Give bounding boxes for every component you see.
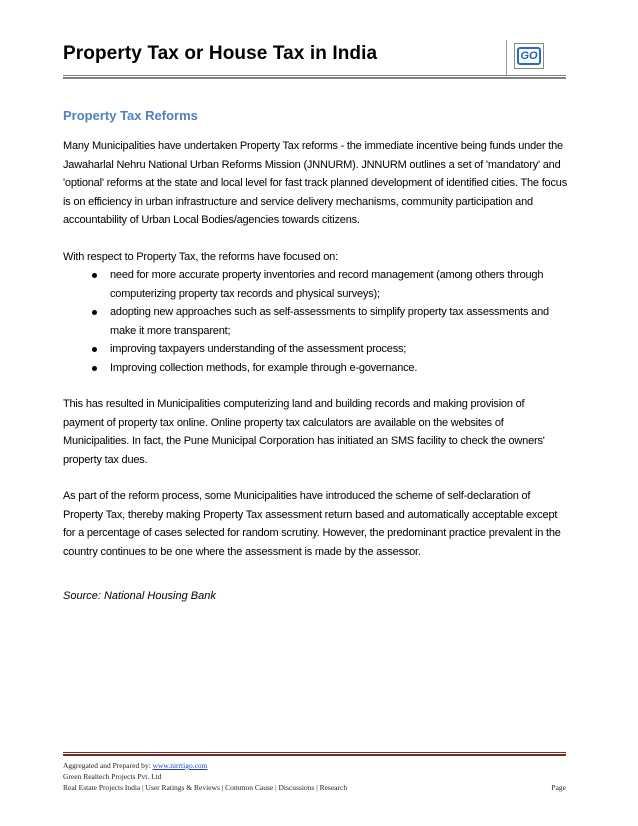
list-item-text: improving taxpayers understanding of the assessment process; [110,343,407,355]
page-footer [63,760,566,793]
footer-website-link[interactable]: www.nirrtigo.com [152,761,208,770]
logo [514,43,544,69]
list-item-text: adopting new approaches such as self-assessments to simplify property tax assessments and make it more transparent; [110,306,549,337]
header-rule-thick [63,77,566,79]
footer-rule-thick [63,754,566,756]
list-item [63,359,567,378]
bullet-icon [92,366,97,371]
list-item-text: Improving collection methods, for example through e-governance. [110,361,418,374]
page-number-label: Page [551,783,566,792]
source-citation: Source: National Housing Bank [63,590,216,602]
bullet-icon [92,310,97,315]
document-title: Property Tax or House Tax in India [63,43,378,64]
footer-prepared-label: Aggregated and Prepared by: [63,761,153,770]
main-content [63,108,567,605]
footer-prepared-line [63,760,566,771]
header-rule [63,75,566,76]
list-item [63,340,567,359]
list-item-text: need for more accurate property inventories and record management (among others through computerizing property tax records and physical surveys); [110,269,544,300]
paragraph-online-payment: This has resulted in Municipalities computerizing land and building records and making provision of payment of property tax online. Online property tax calculators are available on the websites of Municipalities. In fact, the Pune Municipal Corporation has initiated an SMS facility to check the owners' property tax dues. [63,398,545,466]
footer-company: Green Realtech Projects Pvt. Ltd [63,772,162,781]
footer-tagline: Real Estate Projects India | User Ratings & Reviews | Common Cause | Discussions | Research [63,783,348,792]
page-header [63,40,566,76]
header-divider [506,40,507,76]
reforms-list [63,266,567,377]
footer-rule [63,752,566,753]
bullet-icon [92,347,97,352]
list-item [63,303,567,340]
reforms-intro: With respect to Property Tax, the reforms have focused on: [63,250,338,263]
paragraph-jnnurm: Many Municipalities have undertaken Property Tax reforms - the immediate incentive being funds under the Jawaharlal Nehru National Urban Reforms Mission (JNNURM). JNNURM outlines a set of 'mandatory' and 'optional' reforms at the state and local level for fast track planned development of identified cities. The focus is on efficiency in urban infrastructure and service delivery mechanisms, community participation and accountability of Urban Local Bodies/agencies towards citizens. [63,140,567,226]
logo-text: GO [517,47,541,65]
list-item [63,266,567,303]
bullet-icon [92,273,97,278]
section-heading: Property Tax Reforms [63,108,198,123]
paragraph-self-declaration: As part of the reform process, some Municipalities have introduced the scheme of self-declaration of Property Tax, thereby making Property Tax assessment return based and automatically acceptable except for a percentage of cases selected for random scrutiny. However, the predominant practice prevalent in the country continues to be one where the assessment is made by the assessor. [63,490,561,558]
